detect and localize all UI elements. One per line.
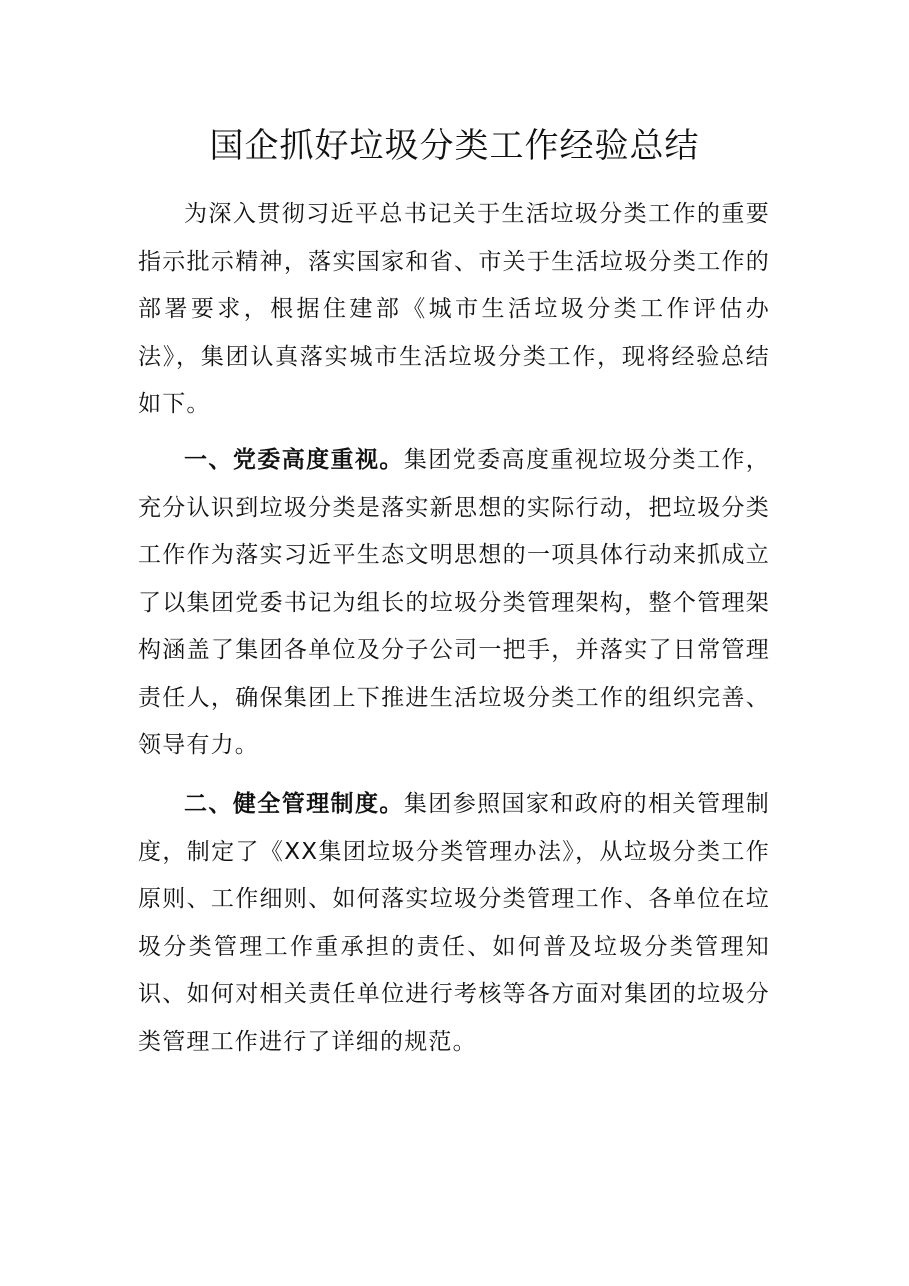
section-heading-1: 一、党委高度重视。 — [184, 447, 404, 473]
section-paragraph-2 — [138, 781, 770, 1066]
document-title: 国企抓好垃圾分类工作经验总结 — [209, 126, 700, 166]
section-heading-2: 二、健全管理制度。 — [184, 791, 404, 817]
section-text-1: 集团党委高度重视垃圾分类工作，充分认识到垃圾分类是落实新思想的实际行动，把垃圾分类工作作为落实习近平生态文明思想的一项具体行动来抓成立了以集团党委书记为组长的垃圾分类管理架构，整个管理架构涵盖了集团各单位及分子公司一把手，并落实了日常管理责任人，确保集团上下推进生活垃圾分类工作的组织完善、领导有力。 — [138, 447, 771, 758]
section-paragraph-1 — [138, 437, 770, 770]
intro-paragraph: 为深入贯彻习近平总书记关于生活垃圾分类工作的重要指示批示精神，落实国家和省、市关于生活垃圾分类工作的部署要求，根据住建部《城市生活垃圾分类工作评估办法》，集团认真落实城市生活垃圾分类工作，现将经验总结如下。 — [138, 201, 770, 417]
section-text-2: 集团参照国家和政府的相关管理制度，制定了《XX集团垃圾分类管理办法》，从垃圾分类工作原则、工作细则、如何落实垃圾分类管理工作、各单位在垃圾分类管理工作重承担的责任、如何普及垃圾分类管理知识、如何对相关责任单位进行考核等各方面对集团的垃圾分类管理工作进行了详细的规范。 — [138, 791, 771, 1055]
